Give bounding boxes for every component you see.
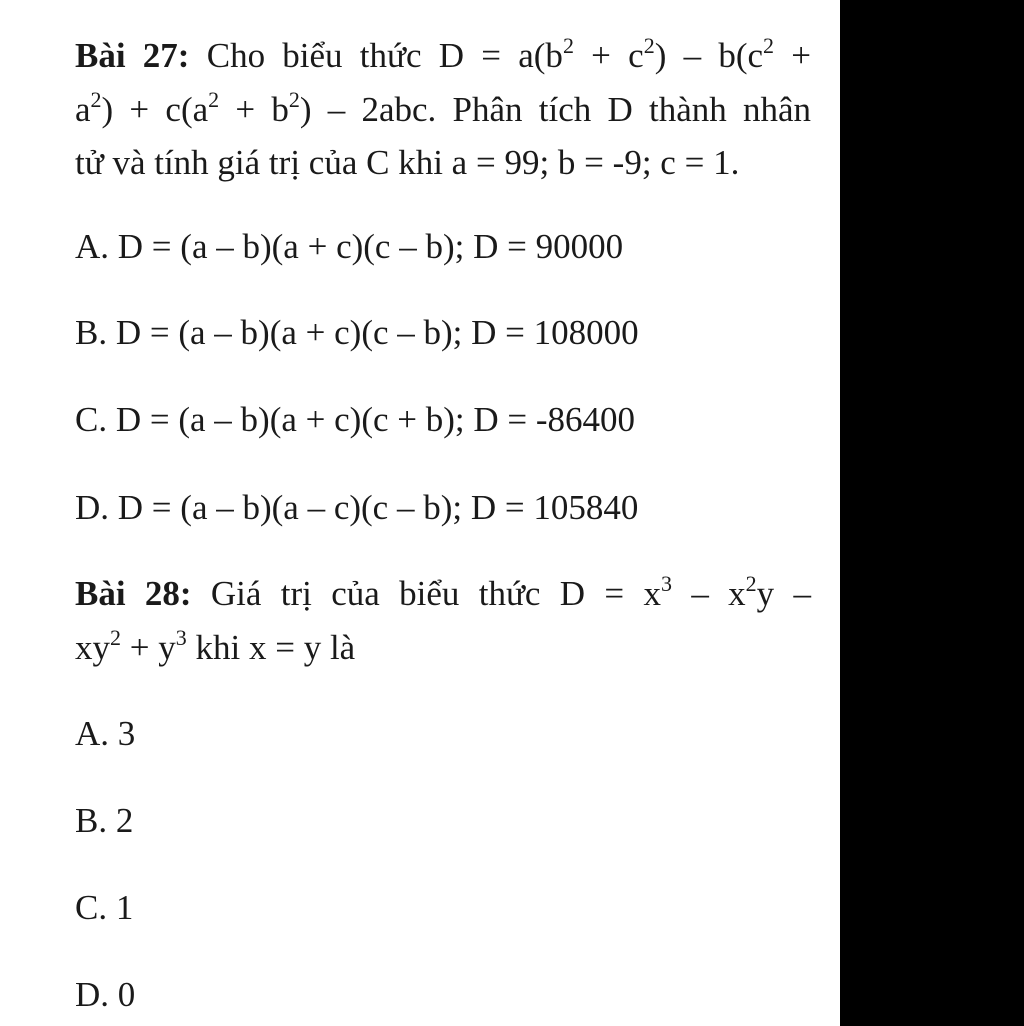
q28-option-d: D. 0 <box>75 975 136 1014</box>
q28-option-c: C. 1 <box>75 888 134 927</box>
q27-option-b: B. D = (a – b)(a + c)(c – b); D = 108000 <box>75 313 639 352</box>
q28-label: Bài 28: <box>75 574 192 613</box>
q27-option-a: A. D = (a – b)(a + c)(c – b); D = 90000 <box>75 227 624 266</box>
q28-line-2: $xy^2 + y^3$ khi x = y là <box>75 625 356 667</box>
q27-line-1: Bài 27: Cho biểu thức $D = a(b^2 + c^2) - b(c^2$ + <box>75 33 811 75</box>
q27-label: Bài 27: <box>75 36 190 75</box>
q28-line-1: Bài 28: Giá trị của biểu thức $D = x^3 - x^2y$ – <box>75 571 812 613</box>
q27-line-2: $a^2) + c(a^2 + b^2) - 2abc$. Phân tích D thành nhân <box>75 87 811 129</box>
q27-option-d: D. D = (a – b)(a – c)(c – b); D = 105840 <box>75 488 639 527</box>
q28-option-a: A. 3 <box>75 714 136 753</box>
black-edge-bar <box>840 0 1024 1026</box>
q27-option-c: C. D = (a – b)(a + c)(c + b); D = -86400 <box>75 400 636 439</box>
document-page <box>75 0 811 1026</box>
q27-line-3: tử và tính giá trị của C khi a = 99; b = -9; c = 1. <box>75 143 740 182</box>
q28-option-b: B. 2 <box>75 801 134 840</box>
